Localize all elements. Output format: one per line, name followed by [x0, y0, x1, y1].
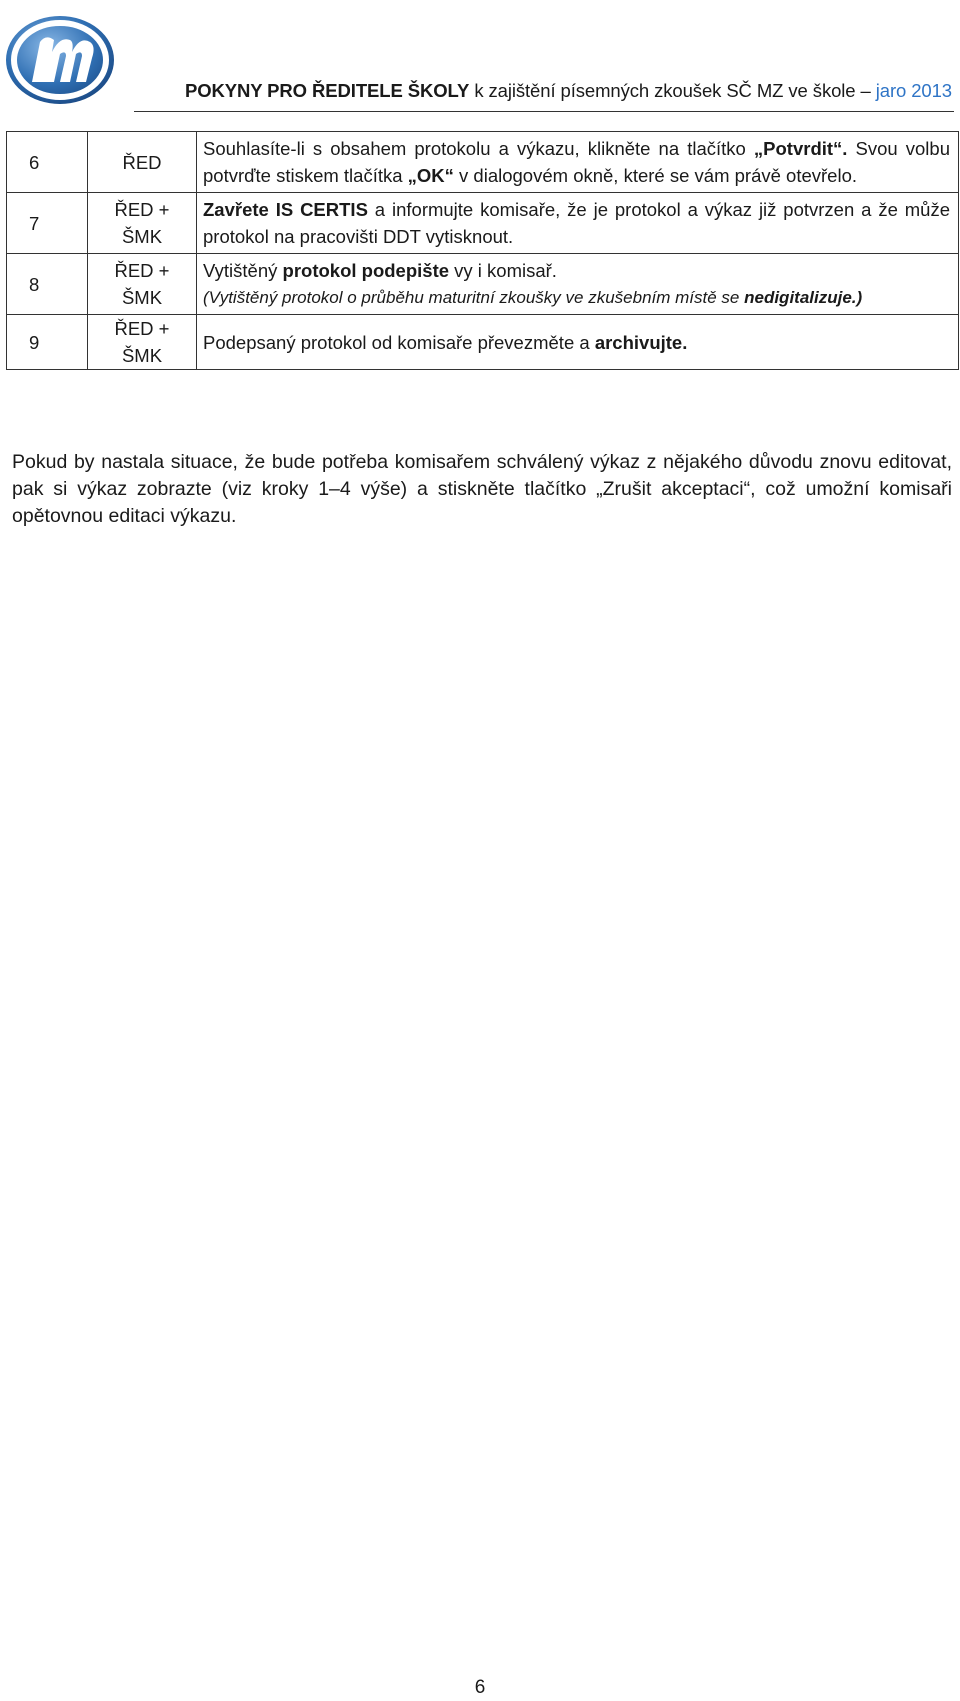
step-note	[203, 284, 950, 311]
step-role	[88, 193, 197, 254]
step-description	[197, 132, 959, 193]
step-text-segment: Zavřete IS CERTIS	[203, 199, 368, 220]
table-row	[7, 132, 959, 193]
step-number: 7	[7, 193, 88, 254]
step-role	[88, 315, 197, 370]
step-role-line: ŘED	[122, 151, 162, 173]
step-number: 8	[7, 254, 88, 315]
step-role-line: ŠMK	[121, 345, 163, 366]
step-role-line: ŘED +	[114, 260, 170, 281]
step-text	[203, 196, 950, 250]
step-text-segment: a informujte komisaře, že je protokol a výkaz již potvrzen a že může protokol na pracovišti DDT vytisknout.	[203, 199, 950, 247]
table-row	[7, 254, 959, 315]
step-text-segment: Vytištěný	[203, 260, 283, 281]
document-header-title	[185, 80, 952, 102]
table-row	[7, 193, 959, 254]
table-row	[7, 315, 959, 370]
steps-table	[6, 131, 959, 370]
step-text	[203, 257, 950, 284]
step-number: 6	[7, 132, 88, 193]
header-divider	[134, 111, 954, 112]
step-text-segment: „Potvrdit“.	[753, 138, 848, 159]
step-description	[197, 315, 959, 370]
step-description	[197, 254, 959, 315]
step-number: 9	[7, 315, 88, 370]
step-text-segment: Podepsaný protokol od komisaře převezměte a	[203, 331, 595, 353]
step-text-segment: Souhlasíte-li s obsahem protokolu a výkazu, klikněte na tlačítko	[203, 138, 754, 159]
m-logo-icon	[2, 8, 122, 108]
step-text-segment: archivujte.	[594, 331, 688, 353]
step-text	[203, 135, 950, 189]
header-title-term: jaro 2013	[875, 80, 952, 101]
page-number: 6	[474, 1677, 486, 1698]
header-title-rest: k zajištění písemných zkoušek SČ MZ ve škole –	[469, 80, 876, 101]
step-role-line: ŠMK	[121, 226, 163, 247]
step-text-segment: „OK“	[407, 165, 454, 186]
step-role	[88, 132, 197, 193]
step-role-line: ŘED +	[114, 318, 170, 339]
header-title-bold: POKYNY PRO ŘEDITELE ŠKOLY	[184, 80, 470, 101]
step-role-line: ŘED +	[114, 199, 170, 220]
step-role-line: ŠMK	[121, 287, 163, 308]
step-description	[197, 193, 959, 254]
step-text-segment: protokol podepište	[282, 260, 450, 281]
step-text-segment: vy i komisař.	[449, 260, 557, 281]
step-text	[203, 329, 950, 356]
step-role	[88, 254, 197, 315]
step-text-segment: Svou volbu potvrďte stiskem tlačítka	[203, 138, 950, 186]
step-note-segment: (Vytištěný protokol o průběhu maturitní zkoušky ve zkušebním místě se	[203, 288, 745, 307]
step-text-segment: v dialogovém okně, které se vám právě otevřelo.	[453, 165, 857, 186]
step-note-segment: nedigitalizuje.)	[744, 288, 863, 307]
info-paragraph: Pokud by nastala situace, že bude potřeba komisařem schválený výkaz z nějakého důvodu znovu editovat, pak si výkaz zobrazte (viz kroky 1–4 výše) a stiskněte tlačítko „Zrušit akceptaci“, což umožní komisaři opětovnou editaci výkazu.	[12, 451, 952, 527]
